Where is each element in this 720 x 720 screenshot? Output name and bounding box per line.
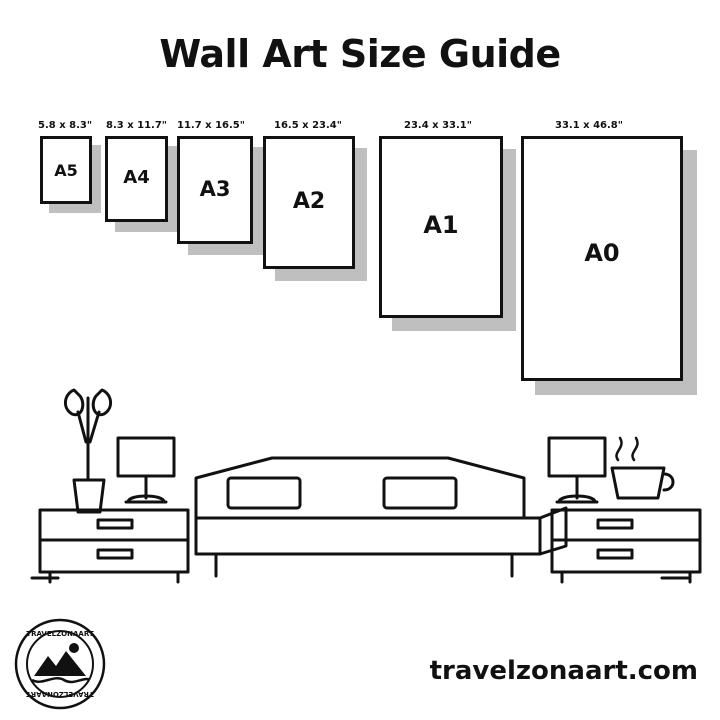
poster-size-row [0,110,720,400]
poster-shadow [115,146,178,232]
poster-dimension-a5: 5.8 x 8.3" [38,120,93,131]
poster-label-a3: A3 [199,177,231,201]
poster-a1[interactable] [379,136,503,318]
poster-label-a1: A1 [423,211,459,239]
poster-dimension-a2: 16.5 x 23.4" [274,120,342,131]
poster-a2[interactable] [263,136,355,269]
table-lamp-right [549,438,605,502]
poster-dimension-a1: 23.4 x 33.1" [404,120,472,131]
poster-a0[interactable] [521,136,683,381]
poster-label-a5: A5 [54,161,78,180]
poster-dimension-a3: 11.7 x 16.5" [177,120,245,131]
brand-logo[interactable] [14,618,106,710]
bed [196,458,566,576]
poster-dimension-a4: 8.3 x 11.7" [106,120,168,131]
coffee-cup [612,438,673,498]
poster-label-a0: A0 [584,239,620,267]
logo-text-top: TRAVELZONAART [26,630,94,638]
poster-shadow [392,149,516,331]
page-title: Wall Art Size Guide [159,32,561,76]
nightstand-left [40,510,188,582]
poster-a5[interactable] [40,136,92,204]
website-url[interactable]: travelzonaart.com [429,656,698,686]
poster-shadow [275,148,367,281]
poster-shadow [188,147,264,255]
poster-a4[interactable] [105,136,168,222]
poster-a3[interactable] [177,136,253,244]
nightstand-right [552,510,700,582]
poster-label-a2: A2 [292,189,326,214]
table-lamp-left [118,438,174,502]
poster-label-a4: A4 [123,167,150,188]
bedroom-scene [0,380,720,610]
logo-text-bottom: TRAVELZONAART [26,690,94,698]
poster-shadow [535,150,697,395]
poster-dimension-a0: 33.1 x 46.8" [555,120,623,131]
vase-with-flowers [65,390,110,512]
